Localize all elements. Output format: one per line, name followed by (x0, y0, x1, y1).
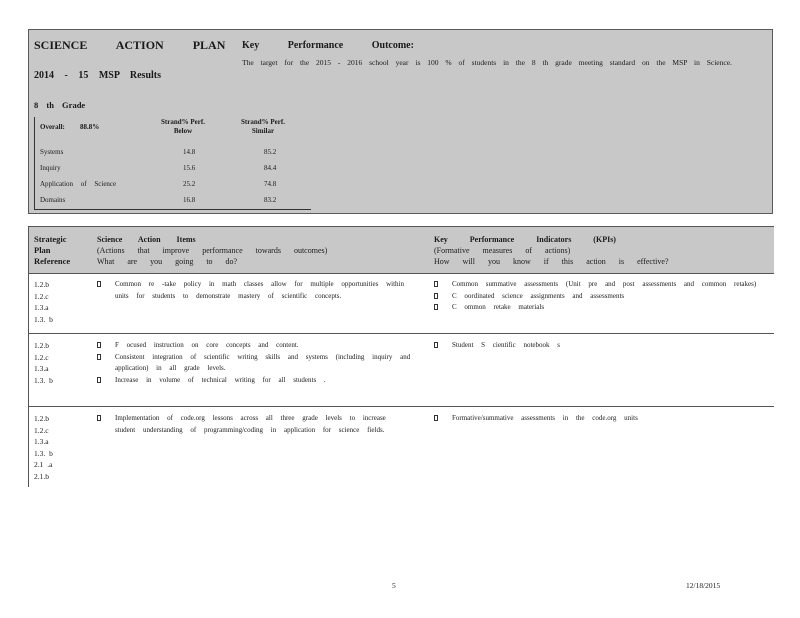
reference-code: 1.3.a (34, 303, 49, 312)
header-sci-title: Science Action Items (97, 235, 196, 244)
reference-list (34, 413, 53, 482)
strand-below-value: 15.6 (183, 164, 196, 172)
kpi-item (434, 413, 759, 425)
bullet-box-icon (434, 342, 438, 348)
overall-value: 88.8% (80, 123, 100, 131)
footer-date: 12/18/2015 (686, 581, 721, 590)
bullet-box-icon (97, 354, 101, 360)
header-sci-line: (Actions that improve performance towards outcomes) (97, 246, 328, 255)
action-items (97, 340, 412, 386)
header-kpi-line: (Formative measures of actions) (434, 246, 571, 255)
strand-performance-table (34, 117, 311, 210)
header-sci-line: What are you going to do? (97, 257, 238, 266)
reference-code: 1.2.c (34, 291, 49, 301)
kpi-item-text: Common summative assessments (Unit pre and post assessments and common retakes) (452, 280, 757, 288)
kpi-item (434, 291, 759, 303)
kpi-item-text: C oordinated science assignments and assessments (452, 291, 625, 300)
reference-code: 1.3.a (34, 437, 49, 446)
kpi-items (434, 413, 759, 425)
strand-below-value: 14.8 (183, 148, 196, 156)
col-header-similar: Strand% Perf. Similar (241, 118, 285, 135)
overall-label: Overall: (40, 123, 65, 131)
reference-code: 1.3. b (34, 375, 53, 385)
reference-code: 1.2.b (34, 280, 49, 289)
bullet-box-icon (434, 293, 438, 299)
reference-code: 1.2.c (34, 352, 49, 362)
bullet-box-icon (97, 281, 101, 287)
strand-row (40, 148, 300, 158)
reference-list (34, 279, 53, 325)
strand-similar-value: 84.4 (264, 164, 277, 172)
action-items (97, 279, 412, 302)
kpi-item-text: C ommon retake materials (452, 303, 545, 311)
page-title: SCIENCE ACTION PLAN (34, 38, 226, 52)
reference-code: 1.3. b (34, 448, 53, 458)
reference-code: 2.1 .a (34, 460, 53, 469)
reference-code: 1.3. b (34, 314, 53, 324)
action-items (97, 413, 412, 436)
kpi-item (434, 279, 759, 291)
strand-below-value: 16.8 (183, 196, 196, 204)
action-plan-header (28, 29, 773, 214)
bullet-box-icon (97, 415, 101, 421)
reference-code: 1.2.b (34, 414, 49, 423)
action-item-text: Implementation of code.org lessons across all three grade levels to increase student understanding of programming/coding in application for science fields. (115, 414, 386, 434)
action-item-text: Common re -take policy in math classes allow for multiple opportunities within units for students to demonstrate mastery of scientific concepts. (115, 280, 404, 300)
strand-name: Domains (40, 196, 66, 204)
strand-name: Application of Science (40, 180, 117, 188)
key-outcome-text: The target for the 2015 - 2016 school year is 100 % of students in the 8 th grade meeting standard on the MSP in Science. (242, 58, 732, 67)
plan-row (29, 407, 774, 487)
header-ref-line: Reference (34, 256, 71, 266)
strand-row (40, 196, 300, 206)
bullet-box-icon (434, 304, 438, 310)
strand-row (40, 180, 300, 190)
kpi-item-text: Student S cientific notebook s (452, 341, 560, 349)
action-plan-table (28, 226, 774, 487)
strand-name: Systems (40, 148, 64, 156)
strand-similar-value: 74.8 (264, 180, 277, 188)
header-kpis (434, 234, 764, 267)
plan-row (29, 273, 774, 334)
action-item-text: Increase in volume of technical writing for all students . (115, 375, 326, 384)
plan-table-header (29, 227, 774, 274)
header-kpi-title: Key Performance Indicators (KPIs) (434, 235, 616, 244)
action-item (97, 352, 412, 375)
header-strategic-reference (34, 234, 70, 267)
kpi-item (434, 302, 759, 314)
header-ref-line: Plan (34, 245, 51, 255)
reference-code: 1.2.b (34, 341, 49, 350)
reference-code: 1.2.c (34, 425, 49, 435)
action-item (97, 279, 412, 302)
reference-list (34, 340, 53, 386)
strand-name: Inquiry (40, 164, 61, 172)
header-science-action-items (97, 234, 417, 267)
kpi-items (434, 340, 759, 352)
kpi-item (434, 340, 759, 352)
action-item (97, 375, 412, 387)
strand-similar-value: 85.2 (264, 148, 277, 156)
plan-row (29, 334, 774, 407)
strand-below-value: 25.2 (183, 180, 196, 188)
action-item (97, 340, 412, 352)
bullet-box-icon (97, 342, 101, 348)
strand-similar-value: 83.2 (264, 196, 277, 204)
bullet-box-icon (97, 377, 101, 383)
kpi-items (434, 279, 759, 314)
header-ref-line: Strategic (34, 234, 67, 244)
action-item-text: F ocused instruction on core concepts and content. (115, 341, 299, 349)
action-item-text: Consistent integration of scientific writing skills and systems (including inquiry and application) in all grade levels. (115, 352, 411, 372)
bullet-box-icon (434, 415, 438, 421)
bullet-box-icon (434, 281, 438, 287)
reference-code: 2.1.b (34, 471, 49, 481)
strand-row (40, 164, 300, 174)
col-header-below: Strand% Perf. Below (161, 118, 205, 135)
page-number: 5 (392, 581, 396, 590)
results-subtitle: 2014 - 15 MSP Results (34, 70, 161, 81)
reference-code: 1.3.a (34, 364, 49, 373)
key-outcome-title: Key Performance Outcome: (242, 40, 414, 51)
kpi-item-text: Formative/summative assessments in the code.org units (452, 414, 638, 422)
action-item (97, 413, 412, 436)
grade-label: 8 th Grade (34, 100, 86, 110)
header-kpi-line: How will you know if this action is effective? (434, 257, 669, 266)
